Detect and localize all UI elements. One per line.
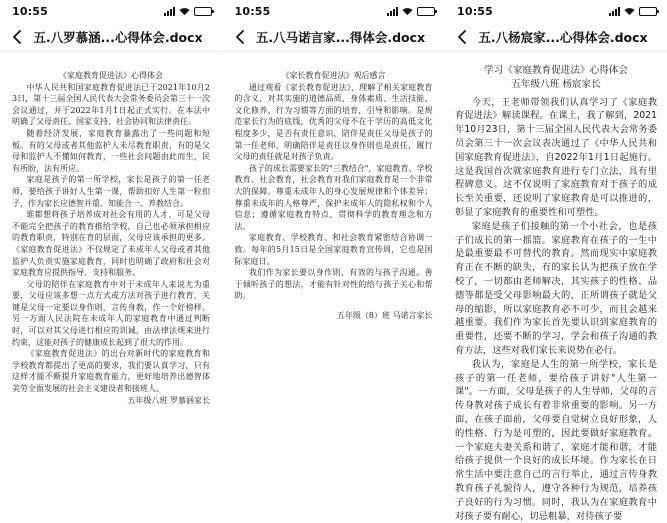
chevron-left-icon[interactable] bbox=[451, 26, 473, 48]
status-bar bbox=[0, 0, 222, 22]
doc-paragraph: 父母的陪伴在家庭教育中对于未成年人来说尤为重要，父母应该多想一点方式或方法对孩子进行教育，关键是父母一定要以身作则，言传身教，作一个好榜样。另一方面人民法院在未成年人的家庭教育中通过判断时，可以对其父母进行相应的训诫，由法律法规来进行约束，这能对孩子的健康成长起到了很大的作用。 bbox=[12, 279, 210, 347]
doc-paragraph: 谁都想将孩子培养成对社会有用的人才，可是父母不能完全把孩子的教育推给学校，自己也必须承担相应的教育职责，特别在育的层面，父母应该承担的更多。《家庭教育促进法》不仅规定了未成年人父母或者其他监护人负责实施家庭教育，同时也明确了政府和社会对家庭教育应提供指导、支持和服务。 bbox=[12, 210, 210, 278]
doc-paragraph: 我认为，家庭是人生的第一所学校，家长是孩子的第一任老师，要给孩子讲好"人生第一课"。一方面，父母是孩子的人生导师，父母的言传身教对孩子成长有着非常重要的影响。另一方面，在孩子面前，父母要自觉树立良好形象，人的性格、行为是可塑的，因此要做好家庭教育。一个家庭夫妻关系和谐了，家庭才能和谐，才能给孩子提供一个良好的成长环境。作为家长在日常生活中要注意自己的言行举止，通过言传身教教育孩子礼貌待人，遵守各种行为规范，培养孩子良好的行为习惯。同时，我认为在家庭教育中对孩子要有耐心，切忌粗暴，对待孩子要 bbox=[455, 358, 657, 522]
doc-heading: 《家长教育促进法》观后感言 bbox=[281, 71, 386, 80]
doc-paragraph: 家庭是孩子们接触的第一个小社会，也是孩子们成长的第一摇篮。家庭教育在孩子的一生中是最重要最不可替代的教育。然而现实中家庭教育正在不断的缺失，有的家长认为把孩子放在学校了，一切都由老师解决，其实孩子的性格、品德等都是受父母影响最大的，正所谓孩子就是父母的缩影，所以家庭教育必不可少，而且会越来越重要。我们作为家长首先要认识到家庭教育的重要性，还要不断的学习，学会和孩子沟通的教育方法，这些对我们家长来说势在必行。 bbox=[455, 220, 657, 356]
document-content[interactable] bbox=[223, 52, 445, 500]
doc-paragraph: 孩子的成长需要家长的"三教结合"，家庭教育、学校教育、社会教育，社会教育对我们家庭教育是一个非常大的保障。尊重未成年人的身心发展规律和个体差异；尊重未成年的人格尊严，保护未成年人的隐私权和个人信息；遵循家庭教育特点，贯彻科学的教育理念和方法。 bbox=[234, 163, 433, 231]
document-content[interactable] bbox=[0, 52, 222, 500]
wifi-icon bbox=[402, 7, 413, 16]
doc-paragraph: 《家庭教育促进法》的出台对新时代的家庭教育和学校教育都提出了更高的要求，我们要认真学习，只有这样才能不断提升家庭教育能力，更好地培养出德智体美劳全面发展的社会主义建设者和接班人。 bbox=[12, 349, 210, 394]
chevron-left-icon[interactable] bbox=[6, 26, 28, 48]
doc-signature: 五年级八班 罗慕涵家长 bbox=[127, 395, 210, 405]
doc-paragraph: 随着经济发展，家庭教育暴露出了一些问题和短板。有的父母或者其他监护人未尽教育职责，有的是父母和监护人不懂如何教育，一些社会问题由此而生，民有所盼，法有所应。 bbox=[12, 128, 210, 173]
signal-icon bbox=[164, 7, 175, 16]
phone-screen-1 bbox=[0, 0, 222, 500]
document-title: 五.八杨宸家...心得体会.docx bbox=[478, 29, 648, 45]
status-bar bbox=[223, 0, 445, 22]
status-time: 10:55 bbox=[234, 4, 271, 18]
doc-paragraph: 今天，王老师带领我们认真学习了《家庭教育促进法》解读课程。在课上，我了解到，2021年10月23日，第十三届全国人民代表大会常务委员会第三十一次会议表决通过了《中华人民共和国家庭教育促进法》，自2022年1月1日起施行。这是我国首次就家庭教育进行专门立法，具有里程碑意义。这不仅说明了家庭教育对于孩子的成长至关重要，还说明了家庭教育是可以推进的，彰显了家庭教育的重要性和可塑性。 bbox=[455, 96, 657, 218]
doc-paragraph: 家庭教育、学校教育、和社会教育紧密结合协调一致。每年的5月15日是全国家庭教育宣传周，它也是国际家庭日。 bbox=[234, 233, 433, 266]
doc-subtitle: 五年级八班 杨宸家长 bbox=[511, 78, 601, 90]
signal-icon bbox=[609, 7, 620, 16]
status-icons bbox=[387, 7, 435, 16]
nav-bar bbox=[0, 22, 222, 52]
doc-heading: 《家庭教育促进法》心得体会 bbox=[59, 71, 163, 80]
nav-bar bbox=[223, 22, 445, 52]
doc-paragraph: 我们作为家长要以身作则，有效的与孩子沟通。善于倾听孩子的想法，才能有针对性的给与孩子关心和帮助。 bbox=[234, 268, 433, 301]
phone-screen-2 bbox=[223, 0, 445, 500]
chevron-left-icon[interactable] bbox=[229, 26, 251, 48]
status-bar bbox=[445, 0, 667, 22]
battery-icon bbox=[417, 7, 435, 16]
status-icons bbox=[609, 7, 657, 16]
status-icons bbox=[164, 7, 212, 16]
document-title: 五.八马诺言家...得体会.docx bbox=[255, 29, 426, 45]
doc-heading: 学习《家庭教育促进法》心得体会 bbox=[484, 65, 628, 76]
document-title: 五.八罗慕涵...心得体会.docx bbox=[33, 29, 203, 45]
status-time: 10:55 bbox=[12, 4, 49, 18]
battery-icon bbox=[639, 7, 657, 16]
nav-bar bbox=[445, 22, 667, 52]
wifi-icon bbox=[179, 7, 190, 16]
doc-paragraph: 家庭是孩子的第一所学校，家长是孩子的第一任老师，要给孩子讲好人生第一课，帮助扣好人生第一粒扣子，作为家长应德智并重、知能合一、养教结合。 bbox=[12, 175, 210, 208]
phone-screen-3 bbox=[445, 0, 667, 522]
battery-icon bbox=[194, 7, 212, 16]
doc-paragraph: 中华人民共和国家庭教育促进法已于2021年10月23日，第十三届全国人民代表大会常务委员会第三十一次会议通过，并于2022年1月1日起正式实行。在本法中明确了父母责任、国家支持、社会协同和法律责任。 bbox=[12, 82, 210, 127]
doc-paragraph: 通过观看《家长教育促进法》，理解了相关家庭教育的含义，对其实施的道德品质、身体素质、生活技能、文化修养、行为习惯等方面的培育，引导和影响。是规范家长行为的底线，优秀的父母不在于学历的高低文化程度多少，是否有责任意识，陪伴是责任父母是孩子的第一任老师，明确陪伴是责任以身作则也是责任，履行父母的责任就是对孩子负责。 bbox=[234, 82, 433, 162]
document-content[interactable] bbox=[445, 52, 667, 522]
wifi-icon bbox=[624, 7, 635, 16]
doc-signature: 五年级（8）班 马诺言家长 bbox=[336, 310, 433, 320]
status-time: 10:55 bbox=[457, 4, 494, 18]
signal-icon bbox=[387, 7, 398, 16]
